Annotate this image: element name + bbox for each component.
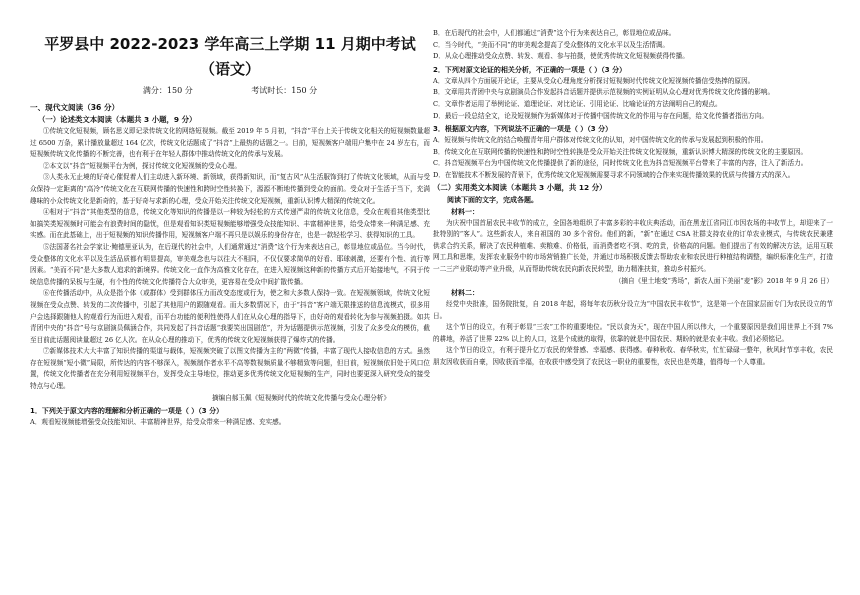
q3-option-a: A．短视频与传统文化的结合唤醒青年用户群体对传统文化的认知，对中国传统文化的传承与发展起到积极的作用。 xyxy=(433,136,768,145)
question-2: 2．下列对原文论证的相关分析，不正确的一项是（ ）（3 分） xyxy=(433,65,627,74)
q3-option-c: C．抖音短视频平台为中国传统文化传播提供了新的途径，同时传统文化也为抖音短视频平台带来了丰富的内容，注入了新活力。 xyxy=(433,159,808,168)
total-score: 满分：150 分 xyxy=(142,86,193,95)
exam-meta xyxy=(30,85,430,97)
exam-duration: 考试时长：150 分 xyxy=(251,86,318,95)
q2-option-d: D．最后一段总结全文，论及短视频作为新媒体对于传播中国传统文化的作用与存在问题，给文化传播者指出方向。 xyxy=(433,111,768,120)
paragraph-3: ③人类永无止境的好奇心催促着人们主动进入新环境、新领域，获得新知识，而“复古风”从生活服饰到打了传统文化领域，从而与受众保持一定距离的“高冷”传统文化在互联网传播的快速性和跨时空性转换下，源源不断地传播到受众的面前。受众对于生活于当下，充满趣味的小众传统文化是新奇的，基于好奇与求新的心理，受众开始关注传统文化短视频，重新认识博大精深的传统文化。 xyxy=(30,173,430,205)
paragraph-5: ⑤法国著名社会学家让·鲍德里亚认为，在后现代的社会中，人们通常通过“消费”这个行为来表达自己，彰显地位或品位。当今时代，受众整体的文化水平以及生活品质都有明显提高，审美观念也与以往大不相同，不仅仅要求简单的好看、耶球刺激，还要有个性、流行等因素。“美而不同”是大多数人追求的新境界。传统文化一直作为高雅文化存在，在进入短视频这种新的传播方式后开始接地气，不同于传统信息传播的呆板与生硬，有个性的传统文化传播符合大众审美，更容易在受众中间扩散传播。 xyxy=(30,242,430,286)
q1-option-b: B．在后现代的社会中，人们都通过“消费”这个行为来表达自己，彰显地位或品味。 xyxy=(433,29,676,37)
paragraph-4: ④相对于“抖音”其他类型的信息，传统文化等知识的传播是以一种较为轻松的方式传递严肃的传统文化信息，受众在观看其他类型比如搞笑类短视频时可能会有浪费时间的隐忧，但是观看知识类短视频能够增强受众技能知识、丰富精神世界，给受众带来一种满足感、充实感。而在此基础上，出于短视频的知识传播作用，短视频客户端不再只是以娱乐的身份存在，也是一款轻松学习、获得知识的工具。 xyxy=(30,208,430,240)
section-heading: 一、现代文阅读（36 分） xyxy=(30,103,120,112)
q3-option-d: D．在智能技术不断发展的背景下，优秀传统文化短视频需要寻求不同领域的合作来实现传播效果的优质与传播方式的深入。 xyxy=(433,170,795,179)
question-3: 3．根据原文内容，下列说法不正确的一项是（ ）（3 分） xyxy=(433,125,613,134)
q2-option-b: B．文章用共青团中央与京剧演员合作发起抖音话题并提供示范视频的实例证明从众心理对优秀传统文化传播的影响。 xyxy=(433,88,775,97)
right-column xyxy=(433,28,833,369)
material-1-text: 为庆祝中国首届农民丰收节的成立，全国各地组织了丰富多彩的丰收庆典活动，而在黑龙江省同江市因农场的丰收节上，却迎来了一批特别的“客人”。这些新农人，来自祖国的 30 多个省份。他们的新，“新”在通过 CSA 社群支持农业的订单农业模式，与传统农民兼建供求合约关系，解决了农民种植难、卖粮难、价格低，而消费者吃不到、吃的贵，价格高的问题。他们提出了有效的解决方法，运用互联网工具和思维，发挥农业服务中的市场营销推广长处，并通过市场积极反馈去帮助农业和农民进行种植结构调整，编织标准化生产，打造一二三产业联动等产业升级，从而帮助传统农民向新农民转型，助力精准扶贫，推动乡村振兴。 xyxy=(433,218,833,273)
paragraph-7: ⑦新媒体技术大大丰富了知识传播的渠道与载体，短视频突破了以图文传播为主的“两微”传播，丰富了现代人接收信息的方式。虽然存在短视频“短小微”局限，所传达的内容不够深入，视频制作者水平不高等数视频质量不够精致等问题，但目前，短视频依旧处于风口位置，传统文化传播者在充分利用短视频平台，发挥受众主导地位，推动更多优秀传统文化短视频的生产，同时也要更深入研究受众的接受特点与心理。 xyxy=(30,347,430,391)
q1-option-d: D．从众心理推动受众点赞、转发、观看、参与拍摄，使优秀传统文化短视频获得传播。 xyxy=(433,52,689,61)
q1-option-c: C．当今时代，“美而不同”的审美观念提高了受众整体的文化水平以及生活情调。 xyxy=(433,40,669,49)
q3-option-b: B．传统文化在互联网传播的快速性和跨时空性转换是受众开始关注传统文化短视频，重新认识博大精深的传统文化的主要原因。 xyxy=(433,147,808,156)
paragraph-1: ①传统文化短视频，顾名思义即记录传统文化的网络短视频。截至 2019 年 5 月初，“抖音”平台上关于传统文化相关的短视频数量超过 6500 万条，累计播放量超过 164 亿次，传统文化话题成了“抖音”上最热的话题之一。目前，短视频客户端用户集中在 24 岁左右，而短视频传统文化传播的不断完善，也有利于在年轻人群体中推动传统文化的传承与发展。 xyxy=(30,127,430,159)
part-heading: （一）论述类文本阅读（本题共 3 小题，9 分） xyxy=(38,115,197,124)
exam-subject: （语文） xyxy=(199,60,260,78)
material-1-source: （摘自《里土地变“秀场”，新农人面下美丽“麦”影》2018 年 9 月 26 日） xyxy=(614,276,833,285)
material-2-label: 材料二： xyxy=(451,289,479,298)
paragraph-6: ⑥在传播活动中，从众是指个体（或群体）受到群体压力而改变态度或行为，使之和大多数人保持一致。在短视频领域，传统文化短视频在受众点赞、转发的二次传播中，引起了其他用户的跟随观看。而大多数情况下，由于“抖音”客户端无限推送的信息流模式，很多用户会选择跟随他人的观看行为而进入观看，而平台功能的便利性使得人们在从众心理的指导下，由好奇的观看转化为参与视频拍摄。如共青团中央的“抖音”号与京剧演员佩涵合作，共同发起了抖音话题“我要笑出国剧范”，并为话题提供示范视频，引发了众多受众的模仿，截至目前此话题阅读量超过 26 亿人次。在从众心理的推动下，优秀的传统文化短视频获得了爆炸式的传播。 xyxy=(30,289,430,344)
exam-title: 平罗县中 2022-2023 学年高三上学期 11 月期中考试 xyxy=(44,35,416,53)
part-2-heading: （二）实用类文本阅读（本题共 3 小题，共 12 分） xyxy=(433,182,607,192)
article-source: 摘编自郝玉佩《短视频时代的传统文化传播与受众心理分析》 xyxy=(211,393,390,402)
reading-instruction: 阅读下面的文字，完成各题。 xyxy=(447,195,538,204)
paragraph-2: ②本文以“抖音”短视频平台为例，探讨传统文化短视频的受众心理。 xyxy=(43,161,241,170)
left-column xyxy=(30,0,430,429)
q2-option-c: C．文章作者运用了举例论证、道理论证、对比论证、引用论证、比喻论证的方法阐明自己的观点。 xyxy=(433,99,722,108)
material-1-label: 材料一： xyxy=(451,207,479,216)
question-1: 1．下列关于原文内容的理解和分析正确的一项是（ ）（3 分） xyxy=(30,407,224,416)
material-2-para-2: 这个节日的设立，有利于彰显“三农”工作的重要地位。“民以食为天”，现在中国人所以伟大，一个重要原因是我们用世界上不到 7% 的耕地，养活了世界 22% 以上的人口，这是个成就的取得，依靠的就是中国农民、期盼的就是农业丰收。我们必须铭记。 xyxy=(433,323,833,343)
q1-option-a: A．观看短视频能增强受众技能知识、丰富精神世界，给受众带来一种满足感、充实感。 xyxy=(30,418,286,427)
q2-option-a: A．文章从四个方面展开论证，主要从受众心理角度分析探讨短视频时代传统文化短视频传播信受热捧的原因。 xyxy=(433,76,755,85)
material-2-para-3: 这个节日的设立，有利于提升亿万农民的荣誉感、幸福感、获得感。春种秋收、春华秋实，忙忙碌碌一整年，秋风时节享丰收，农民朋友因收获而自豪，因收获而幸福，在收获中感受到了农民这一职业的重要性，农民也是英雄，值得每一个人尊重。 xyxy=(433,346,833,367)
material-2-para-1: 经党中央批准，国务院批复，自 2018 年起，将每年农历秋分设立为“中国农民丰收节”，这是第一个在国家层面专门为农民设立的节日。 xyxy=(433,300,833,320)
